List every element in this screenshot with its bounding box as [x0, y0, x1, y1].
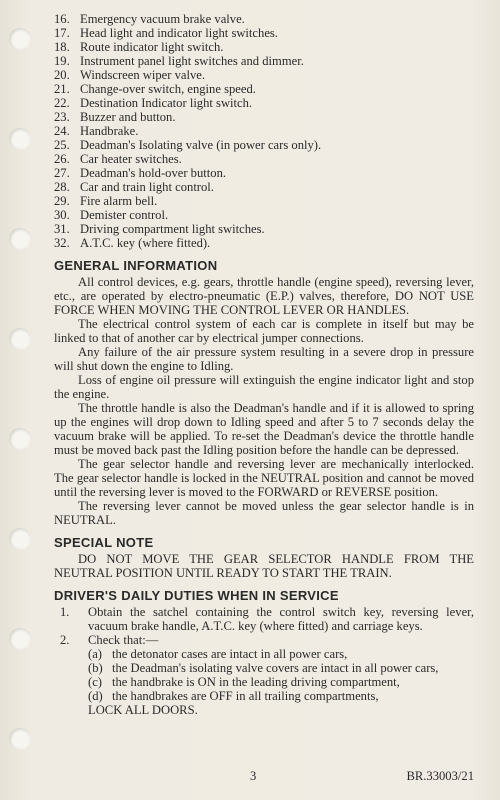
control-text: Driving compartment light switches.: [80, 222, 265, 236]
check-text: the Deadman's isolating valve covers are intact in all power cars,: [112, 661, 439, 675]
control-text: Fire alarm bell.: [80, 194, 158, 208]
punch-hole: [9, 28, 31, 50]
control-list-item: [54, 82, 474, 96]
control-number: 19.: [54, 54, 70, 68]
control-number: 16.: [54, 12, 70, 26]
control-number: 18.: [54, 40, 70, 54]
control-text: Car heater switches.: [80, 152, 182, 166]
check-text: the detonator cases are intact in all power cars,: [112, 647, 348, 661]
general-paragraph: The reversing lever cannot be moved unless the gear selector handle is in NEUTRAL.: [54, 499, 474, 527]
punch-hole: [9, 728, 31, 750]
special-heading: SPECIAL NOTE: [54, 535, 154, 550]
control-number: 26.: [54, 152, 70, 166]
control-number: 21.: [54, 82, 70, 96]
control-text: Instrument panel light switches and dimmer.: [80, 54, 304, 68]
control-text: Handbrake.: [80, 124, 139, 138]
control-list-item: [54, 96, 474, 110]
controls-list: [54, 12, 474, 250]
control-text: A.T.C. key (where fitted).: [80, 236, 211, 250]
duties-list: [54, 605, 474, 717]
control-number: 31.: [54, 222, 70, 236]
check-letter: (d): [88, 689, 103, 703]
control-number: 32.: [54, 236, 70, 250]
general-paragraph: Loss of engine oil pressure will extinguish the engine indicator light and stop the engine.: [54, 373, 474, 401]
duty-item: [54, 605, 474, 633]
control-list-item: [54, 124, 474, 138]
duty-text: Obtain the satchel containing the control switch key, reversing lever, vacuum brake handle, A.T.C. key (where fitted) and carriage keys.: [88, 605, 474, 633]
page-content: [54, 12, 474, 717]
duty-text: Check that:—: [88, 633, 159, 647]
control-list-item: [54, 68, 474, 82]
control-list-item: [54, 222, 474, 236]
general-paragraph: All control devices, e.g. gears, throttle handle (engine speed), reversing lever, etc., are operated by electro-pneumatic (E.P.) valves, therefore, DO NOT USE FORCE WHEN MOVING THE CONTROL LEVER OR HANDLES.: [54, 275, 474, 317]
general-paragraphs: [54, 275, 474, 527]
duty-item: [54, 633, 474, 647]
control-text: Demister control.: [80, 208, 169, 222]
duty-number: 2.: [60, 633, 70, 647]
control-number: 29.: [54, 194, 70, 208]
general-paragraph: The electrical control system of each car is complete in itself but may be linked to that of another car by electrical jumper connections.: [54, 317, 474, 345]
control-list-item: [54, 26, 474, 40]
check-letter: (c): [88, 675, 102, 689]
duties-heading: DRIVER'S DAILY DUTIES WHEN IN SERVICE: [54, 588, 339, 603]
check-list: [88, 647, 474, 703]
control-list-item: [54, 40, 474, 54]
control-number: 22.: [54, 96, 70, 110]
page-number: 3: [250, 769, 257, 783]
punch-hole: [9, 228, 31, 250]
control-list-item: [54, 110, 474, 124]
punch-hole: [9, 528, 31, 550]
control-number: 17.: [54, 26, 70, 40]
check-item: [88, 675, 474, 689]
control-text: Buzzer and button.: [80, 110, 176, 124]
control-text: Route indicator light switch.: [80, 40, 224, 54]
binder-holes: [0, 0, 40, 800]
punch-hole: [9, 128, 31, 150]
general-paragraph: Any failure of the air pressure system resulting in a severe drop in pressure will shut down the engine to Idling.: [54, 345, 474, 373]
punch-hole: [9, 428, 31, 450]
control-text: Change-over switch, engine speed.: [80, 82, 256, 96]
check-letter: (a): [88, 647, 102, 661]
special-note-text: DO NOT MOVE THE GEAR SELECTOR HANDLE FROM THE NEUTRAL POSITION UNTIL READY TO START THE TRAIN.: [54, 552, 474, 580]
control-number: 30.: [54, 208, 70, 222]
control-number: 23.: [54, 110, 70, 124]
control-list-item: [54, 152, 474, 166]
control-number: 27.: [54, 166, 70, 180]
check-text: the handbrake is ON in the leading driving compartment,: [112, 675, 400, 689]
control-text: Deadman's Isolating valve (in power cars only).: [80, 138, 322, 152]
check-item: [88, 647, 474, 661]
document-code: BR.33003/21: [406, 769, 474, 783]
control-list-item: [54, 138, 474, 152]
control-number: 28.: [54, 180, 70, 194]
general-heading: GENERAL INFORMATION: [54, 258, 218, 273]
check-text: the handbrakes are OFF in all trailing compartments,: [112, 689, 379, 703]
check-letter: (b): [88, 661, 103, 675]
control-number: 20.: [54, 68, 70, 82]
control-number: 24.: [54, 124, 70, 138]
control-text: Destination Indicator light switch.: [80, 96, 253, 110]
punch-hole: [9, 328, 31, 350]
control-list-item: [54, 12, 474, 26]
general-paragraph: The throttle handle is also the Deadman's handle and if it is allowed to spring up the engines will drop down to Idling speed and after 5 to 7 seconds delay the vacuum brake will be applied. To re-set the Deadman's device the throttle handle must be moved back past the Idling position before the handle can be depressed.: [54, 401, 474, 457]
duty-number: 1.: [60, 605, 70, 619]
punch-hole: [9, 628, 31, 650]
control-list-item: [54, 180, 474, 194]
control-text: Head light and indicator light switches.: [80, 26, 278, 40]
general-paragraph: The gear selector handle and reversing lever are mechanically interlocked. The gear selector handle is locked in the NEUTRAL position and cannot be moved until the reversing lever is moved to the FORWARD or REVERSE position.: [54, 457, 474, 499]
control-number: 25.: [54, 138, 70, 152]
control-text: Deadman's hold-over button.: [80, 166, 227, 180]
control-list-item: [54, 208, 474, 222]
lock-doors-text: LOCK ALL DOORS.: [88, 703, 198, 717]
control-text: Windscreen wiper valve.: [80, 68, 206, 82]
control-text: Car and train light control.: [80, 180, 214, 194]
control-list-item: [54, 166, 474, 180]
check-item: [88, 661, 474, 675]
control-list-item: [54, 236, 474, 250]
control-list-item: [54, 194, 474, 208]
check-item: [88, 689, 474, 703]
control-text: Emergency vacuum brake valve.: [80, 12, 245, 26]
control-list-item: [54, 54, 474, 68]
